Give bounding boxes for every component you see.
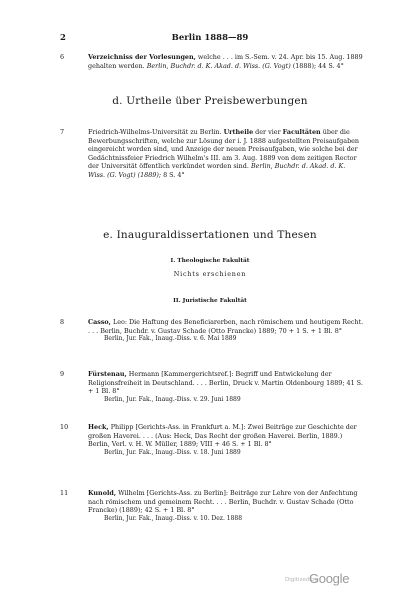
running-header	[60, 33, 360, 45]
faculty-note: Nichts erschienen	[173, 270, 247, 278]
entry-text: Fürstenau, Hermann [Kammergerichtsref.]: Begriff und Entwickelung der Religionsfreiheit in Deutschland. . . . Berlin, Druck v. Martin Oldenbourg 1889; 41 S. + 1 Bl. 8°	[88, 370, 363, 396]
author-name: Kunold,	[88, 489, 117, 497]
section-heading-e: e. Inauguraldissertationen und Thesen	[103, 229, 317, 241]
entry-number: 11	[60, 489, 69, 497]
entry-8	[60, 318, 364, 343]
faculty-heading-law: II. Juristische Fakultät	[173, 298, 247, 304]
author-name: Casso,	[88, 318, 111, 326]
entry-text: Verzeichniss der Vorlesungen, welche . . . im S.-Sem. v. 24. Apr. bis 15. Aug. 1889 gehalten werden. Berlin, Buchdr. d. K. Akad. d. Wiss. (G. Vogt) (1888); 44 S. 4°	[88, 53, 363, 70]
entry-number: 10	[60, 423, 69, 431]
entry-text: Casso, Leo: Die Haftung des Beneficiarerben, nach römischem und heutigem Recht. . . . Berlin, Buchdr. v. Gustav Schade (Otto Francke) 1889; 70 + 1 S. + 1 Bl. 8°	[88, 318, 364, 335]
entry-number: 7	[60, 128, 65, 136]
running-title: Berlin 1888—89	[171, 33, 249, 43]
entry-number: 9	[60, 370, 65, 378]
section-heading-d: d. Urtheile über Preisbewerbungen	[112, 95, 308, 107]
entry-text: Friedrich-Wilhelms-Universität zu Berlin. Urtheile der vier Facultäten über die Bewerbungsschriften, welche zur Lösung der i. J. 1888 aufgestellten Preisaufgaben eingereicht worden sind, und Anzeige der neuen Preisaufgaben, wie solche bei der Gedächtnissfeier Friedrich Wilhelm's III. am 3. Aug. 1889 von dem zeitigen Rector der Universität öffentlich verkündet worden sind. Berlin, Buchdr. d. Akad. d. K. Wiss. (G. Vogt) (1889); 8 S. 4°	[88, 128, 360, 179]
entry-text: Kunold, Wilhelm [Gerichts-Ass. zu Berlin]: Beiträge zur Lehre von der Anfechtung nach römischem und gemeinem Recht. . . . Berlin, Buchdr. v. Gustav Schade (Otto Francke) (1889); 42 S. + 1 Bl. 8°	[88, 489, 358, 515]
dissertation-note: Berlin, Jur. Fak., Inaug.-Diss. v. 6. Mai 1889	[104, 335, 237, 343]
entry-9	[60, 370, 364, 404]
entry-number: 6	[60, 53, 65, 61]
publisher: Berlin, Buchdr. d. Akad. d. K. Wiss. (G. Vogt) (1889);	[88, 162, 346, 179]
author-name: Heck,	[88, 423, 109, 431]
dissertation-note: Berlin, Jur. Fak., Inaug.-Diss. v. 10. Dez. 1888	[104, 514, 243, 522]
faculty-heading-theology: I. Theologische Fakultät	[170, 258, 250, 264]
google-watermark	[285, 573, 390, 587]
author-name: Fürstenau,	[88, 370, 127, 378]
entry-7	[60, 128, 364, 180]
dissertation-note: Berlin, Jur. Fak., Inaug.-Diss. v. 18. Juni 1889	[104, 448, 241, 456]
entry-11	[60, 489, 364, 523]
page-number: 2	[60, 33, 66, 43]
entry-10	[60, 423, 364, 457]
google-logo: Google	[309, 571, 350, 586]
entry-number: 8	[60, 318, 65, 326]
entry-6	[60, 53, 364, 70]
entry-text: Heck, Philipp [Gerichts-Ass. in Frankfurt a. M.]: Zwei Beiträge zur Geschichte der großen Haverei. . . . (Aus: Heck, Das Recht der großen Haverei. Berlin, 1889.) Berlin, Verl. v. H. W. Müller, 1889; VIII + 46 S. + 1 Bl. 8°	[88, 423, 357, 449]
entry-title: Verzeichniss der Vorlesungen,	[88, 53, 196, 61]
dissertation-note: Berlin, Jur. Fak., Inaug.-Diss. v. 29. Juni 1889	[104, 395, 241, 403]
digitized-by-text: Digitized by	[285, 577, 318, 583]
publisher: Berlin, Buchdr. d. K. Akad. d. Wiss. (G. Vogt)	[146, 61, 291, 70]
